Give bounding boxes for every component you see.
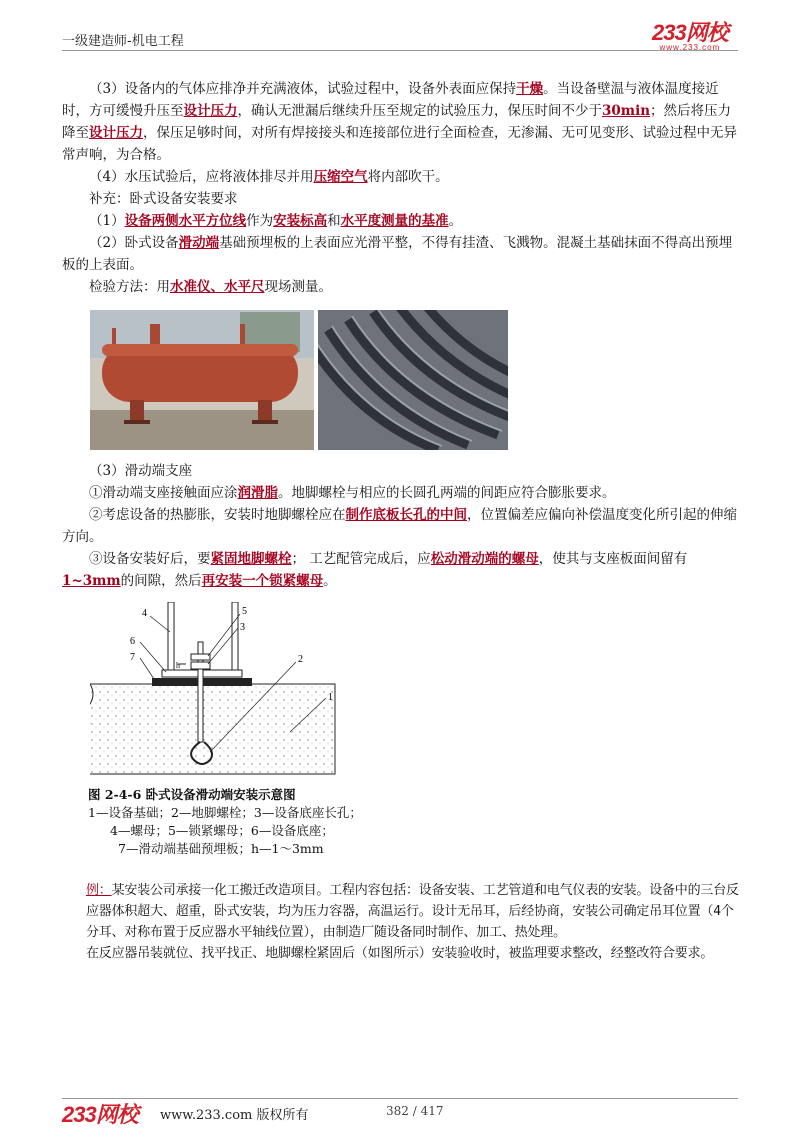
paragraph-pressure-test: （3）设备内的气体应排净并充满液体，试验过程中，设备外表面应保持干燥。当设备壁温与液体温度接近时，方可缓慢升压至设计压力，确认无泄漏后继续升压至规定的试验压力，保压时间不少于30min；然后将压力降至设计压力，保压足够时间，对所有焊接接头和连接部位进行全面检查，无渗漏、无可见变形、试验过程中无异常声响，为合格。 [62,81,737,163]
highlight: 设计压力 [183,103,238,119]
caption-title: 图 2-4-6 卧式设备滑动端安装示意图 [88,787,296,802]
footer-divider [62,1098,738,1099]
sliding-end-diagram [90,602,340,782]
highlight: 紧固地脚螺栓 [210,551,292,567]
paragraph-thermal: ②考虑设备的热膨胀，安装时地脚螺栓应在制作底板长孔的中间，位置偏差应偏向补偿温度变化所引起的伸缩方向。 [62,507,737,545]
footer-copyright: www.233.com 版权所有 [160,1108,309,1123]
highlight: 制作底板长孔的中间 [345,507,467,523]
diagram-label: 5 [242,606,247,617]
logo-url: www.233.com [659,43,721,52]
header-title: 一级建造师-机电工程 [62,34,184,49]
example-label: 例： [86,883,112,898]
paragraph-drain: （4）水压试验后，应将液体排尽并用压缩空气将内部吹干。 [89,169,449,185]
highlight: 1~3mm [62,573,121,589]
caption-line: 4—螺母；5—锁紧螺母；6—设备底座； [110,823,334,838]
example-block [86,880,746,964]
paragraph-inspection: 检验方法：用水准仪、水平尺现场测量。 [89,279,332,295]
caption-line: 1—设备基础；2—地脚螺栓；3—设备底座长孔； [88,805,362,820]
figure-caption [88,786,362,858]
brand-logo [652,16,728,52]
text-block-lower [62,460,740,592]
paragraph-lock-nut: ③设备安装好后，要紧固地脚螺栓； 工艺配管完成后，应松动滑动端的螺母，使其与支座板面间留有1~3mm的间隙，然后再安装一个锁紧螺母。 [62,551,688,589]
footer-logo: 233网校 [62,1102,138,1127]
page-number: 382 / 417 [386,1104,444,1118]
paragraph-supplement: 补充：卧式设备安装要求 [89,191,238,207]
horizontal-tank-photo [90,310,314,450]
highlight: 水平度测量的基准 [340,213,449,229]
paragraph-sliding-support: （3）滑动端支座 [89,463,193,479]
highlight: 30min [602,103,651,119]
example-paragraph: 在反应器吊装就位、找平找正、地脚螺栓紧固后（如图所示）安装验收时，被监理要求整改，经整改符合要求。 [86,946,714,961]
highlight: 安装标高 [273,213,328,229]
example-paragraph: 例：某安装公司承接一化工搬迁改造项目。工程内容包括：设备安装、工艺管道和电气仪表的安装。设备中的三台反应器体积超大、超重，卧式安装，均为压力容器，高温运行。设计无吊耳，后经协商，安装公司确定吊耳位置（4个分耳、对称布置于反应器水平轴线位置），由制造厂随设备同时制作、加工、热处理。 [86,883,739,940]
svg-text:h: h [176,661,180,670]
text-block-upper [62,78,740,298]
paragraph-sliding-plate: （2）卧式设备滑动端基础预埋板的上表面应光滑平整，不得有挂渣、飞溅物。混凝土基础抹面不得高出预埋板的上表面。 [62,235,733,273]
paragraph-baseline: （1）设备两侧水平方位线作为安装标高和水平度测量的基准。 [89,213,463,229]
highlight: 再安装一个锁紧螺母 [201,573,324,589]
logo-text: 233网校 [652,20,728,45]
diagram-label: 6 [130,636,135,647]
highlight: 松动滑动端的螺母 [430,551,539,567]
highlight: 压缩空气 [313,169,368,185]
saddle-supports-photo [318,310,508,450]
highlight: 干燥 [516,81,544,97]
caption-line: 7—滑动端基础预埋板；h—1～3mm [118,841,324,856]
highlight: 水准仪、水平尺 [170,279,265,295]
highlight: 润滑脂 [237,485,278,501]
paragraph-grease: ①滑动端支座接触面应涂润滑脂。地脚螺栓与相应的长圆孔两端的间距应符合膨胀要求。 [89,485,616,501]
diagram-label: 4 [142,608,147,619]
diagram-label: 3 [240,622,245,633]
header-divider [62,50,738,51]
highlight: 设备两侧水平方位线 [124,213,247,229]
diagram-label: 2 [298,654,303,665]
highlight: 滑动端 [178,235,220,251]
diagram-label: 1 [328,692,333,703]
highlight: 设计压力 [89,125,143,141]
diagram-label: 7 [130,652,135,663]
